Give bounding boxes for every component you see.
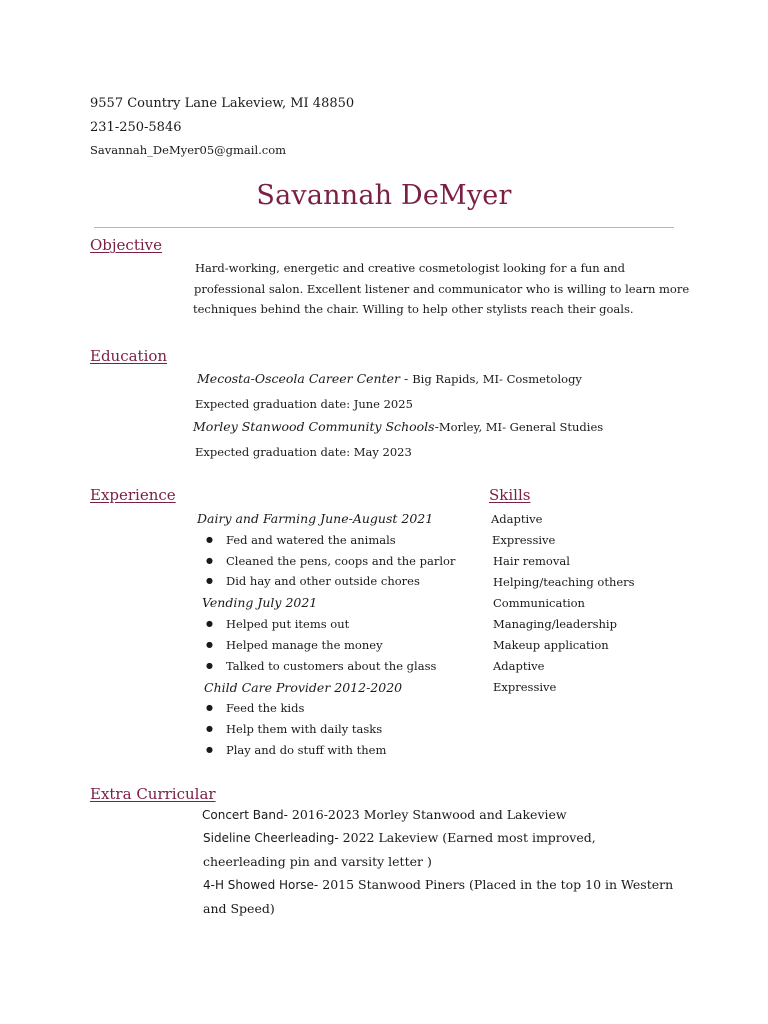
activity-continuation: cheerleading pin and varsity letter )	[203, 854, 432, 869]
job-bullet: ● Talked to customers about the glass	[206, 659, 437, 673]
experience-heading: Experience	[90, 486, 176, 504]
graduation-date: Expected graduation date: May 2023	[195, 445, 412, 459]
skill-item: Expressive	[492, 533, 556, 547]
skill-item: Makeup application	[493, 638, 609, 652]
job-bullet: ● Feed the kids	[206, 701, 305, 715]
activity-text: 2015 Stanwood Piners (Placed in the top 10 in Western	[318, 877, 674, 892]
job-bullet: ● Helped manage the money	[206, 638, 383, 652]
activity-label: Sideline Cheerleading-	[203, 831, 339, 845]
job-bullet: ● Play and do stuff with them	[206, 743, 387, 757]
skill-item: Hair removal	[493, 554, 570, 568]
candidate-name: Savannah DeMyer	[256, 180, 512, 211]
skill-item: Expressive	[493, 680, 557, 694]
bullet-icon: ●	[206, 661, 213, 670]
education-entry	[197, 371, 582, 386]
bullet-icon: ●	[206, 576, 213, 585]
education-entry	[193, 419, 603, 434]
email: Savannah_DeMyer05@gmail.com	[90, 143, 287, 157]
skill-item: Communication	[493, 596, 585, 610]
job-title: Child Care Provider 2012-2020	[204, 680, 403, 695]
job-title: Dairy and Farming June-August 2021	[197, 511, 434, 526]
objective-line: Hard-working, energetic and creative cosmetologist looking for a fun and	[195, 261, 625, 275]
activity-text: 2016-2023 Morley Stanwood and Lakeview	[287, 807, 567, 822]
job-title: Vending July 2021	[202, 595, 318, 610]
skill-item: Helping/teaching others	[493, 575, 635, 589]
bullet-icon: ●	[206, 619, 213, 628]
job-bullet: ● Fed and watered the animals	[206, 533, 396, 547]
bullet-icon: ●	[206, 640, 213, 649]
school-name: Morley Stanwood Community Schools-	[193, 419, 439, 434]
school-detail: Big Rapids, MI- Cosmetology	[412, 372, 582, 386]
header-divider	[94, 227, 674, 228]
skills-heading: Skills	[489, 486, 531, 504]
address: 9557 Country Lane Lakeview, MI 48850	[90, 96, 355, 111]
job-bullet: ● Cleaned the pens, coops and the parlor	[206, 554, 456, 568]
objective-heading: Objective	[90, 236, 163, 254]
job-bullet: ● Helped put items out	[206, 617, 350, 631]
extracurricular-heading: Extra Curricular	[90, 785, 216, 803]
education-heading: Education	[90, 347, 168, 365]
activity-entry	[203, 877, 673, 892]
activity-entry	[202, 807, 567, 822]
job-bullet: ● Help them with daily tasks	[206, 722, 383, 736]
school-detail: Morley, MI- General Studies	[438, 420, 604, 434]
skill-item: Managing/leadership	[493, 617, 617, 631]
skill-item: Adaptive	[493, 659, 545, 673]
school-name: Mecosta-Osceola Career Center -	[197, 371, 409, 386]
activity-label: 4-H Showed Horse-	[203, 878, 319, 892]
activity-entry	[203, 830, 596, 845]
bullet-icon: ●	[206, 535, 213, 544]
objective-line: techniques behind the chair. Willing to help other stylists reach their goals.	[193, 302, 634, 316]
job-bullet: ● Did hay and other outside chores	[206, 574, 420, 588]
bullet-icon: ●	[206, 703, 213, 712]
activity-text: 2022 Lakeview (Earned most improved,	[338, 830, 596, 845]
bullet-icon: ●	[206, 724, 213, 733]
activity-label: Concert Band-	[202, 808, 288, 822]
activity-continuation: and Speed)	[203, 901, 275, 916]
phone: 231-250-5846	[90, 120, 182, 135]
skill-item: Adaptive	[491, 512, 543, 526]
graduation-date: Expected graduation date: June 2025	[195, 397, 413, 411]
objective-line: professional salon. Excellent listener and communicator who is willing to learn more	[194, 282, 690, 296]
bullet-icon: ●	[206, 556, 213, 565]
bullet-icon: ●	[206, 745, 213, 754]
